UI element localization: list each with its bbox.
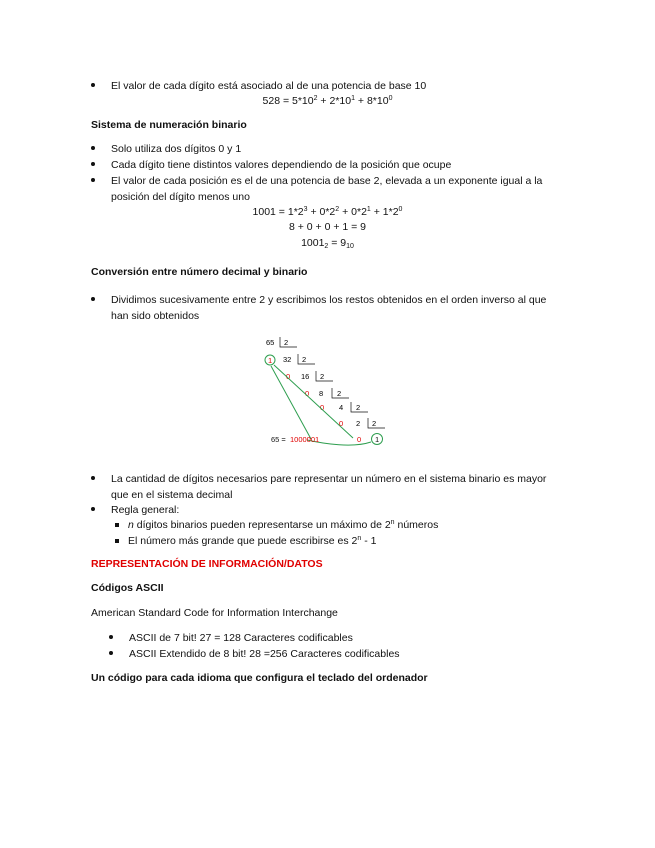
- result-value: 1000001: [290, 435, 320, 444]
- dividend-32: 32: [283, 355, 292, 364]
- highlight-arrows: [265, 355, 383, 445]
- binary-system-heading: Sistema de numeración binario: [91, 119, 247, 131]
- conversion-bullet: Dividimos sucesivamente entre 2 y escribimos los restos obtenidos en el orden inverso al que: [111, 294, 547, 306]
- base10-example: $528 = 5*10^2 + 2*10^1 + 8*10^0$: [262, 95, 393, 107]
- result-label: 65 =: [271, 435, 286, 444]
- binary-bullet-3-continuation: posición del dígito menos uno: [111, 191, 250, 203]
- ascii-heading: Códigos ASCII: [91, 582, 164, 594]
- binary-formula-1: $1001 = 1*2^3 + 0*2^2 + 0*2^1 + 1*2^0$: [252, 206, 403, 218]
- divisor-3: 2: [320, 372, 325, 381]
- rule-item-1: n dígitos binarios pueden representarse un máximo de 2$^n$ números: [128, 519, 439, 531]
- remainder-6: 0: [357, 435, 362, 444]
- dividend-2: 2: [356, 419, 361, 428]
- digits-bullet-1-continuation: que en el sistema decimal: [111, 489, 233, 501]
- ascii-subtitle: American Standard Code for Information Interchange: [91, 607, 338, 619]
- conversion-heading: Conversión entre número decimal y binario: [91, 266, 308, 278]
- binary-bullet-2: Cada dígito tiene distintos valores dependiendo de la posición que ocupe: [111, 159, 452, 171]
- ascii-bullet-2: ASCII Extendido de 8 bit! 28 =256 Caracteres codificables: [129, 648, 400, 660]
- binary-bullet-3: El valor de cada posición es el de una potencia de base 2, elevada a un exponente igual a la: [111, 175, 543, 187]
- last-quotient: 1: [375, 435, 380, 444]
- keyboard-heading: Un código para cada idioma que configura el teclado del ordenador: [91, 672, 428, 684]
- arrow-line-2: [274, 365, 353, 438]
- remainder-4: 0: [320, 403, 325, 412]
- divisor-2: 2: [302, 355, 307, 364]
- dividend-65: 65: [266, 338, 275, 347]
- ascii-bullet-1: ASCII de 7 bit! 27 = 128 Caracteres codificables: [129, 632, 353, 644]
- representation-heading: REPRESENTACIÓN DE INFORMACIÓN/DATOS: [91, 558, 323, 570]
- divisor-5: 2: [356, 403, 361, 412]
- digits-bullet-2: Regla general:: [111, 504, 180, 516]
- division-brackets: [280, 337, 385, 428]
- remainder-2: 0: [286, 372, 291, 381]
- remainder-1: 1: [268, 356, 273, 365]
- divisor-4: 2: [337, 389, 342, 398]
- binary-bullet-1: Solo utiliza dos dígitos 0 y 1: [111, 143, 242, 155]
- binary-formula-2: 8 + 0 + 0 + 1 = 9: [288, 221, 367, 233]
- remainder-5: 0: [339, 419, 344, 428]
- rule-item-2: El número más grande que puede escribirse es 2$^n$ - 1: [128, 535, 377, 547]
- conversion-bullet-continuation: han sido obtenidos: [111, 310, 200, 322]
- binary-division-diagram: [255, 336, 400, 452]
- dividend-8: 8: [319, 389, 324, 398]
- dividend-16: 16: [301, 372, 310, 381]
- divisor-6: 2: [372, 419, 377, 428]
- remainder-3: 0: [305, 389, 310, 398]
- digits-bullet-1: La cantidad de dígitos necesarios pare representar un número en el sistema binario es mayor: [111, 473, 547, 485]
- divisor-1: 2: [284, 338, 289, 347]
- base10-bullet: El valor de cada dígito está asociado al de una potencia de base 10: [111, 80, 427, 92]
- binary-formula-3: $1001_2 = 9_{10}$: [301, 237, 354, 250]
- dividend-4: 4: [339, 403, 344, 412]
